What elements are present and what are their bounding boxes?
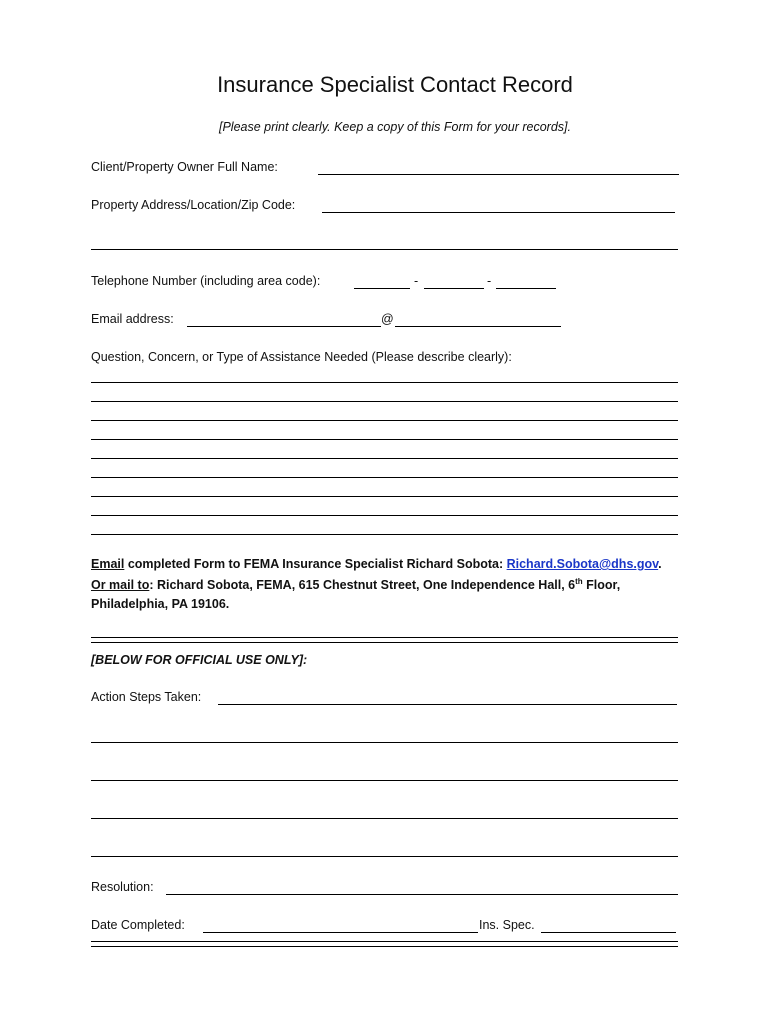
phone-dash-2: -: [487, 274, 492, 288]
action-steps-line[interactable]: [91, 856, 678, 857]
phone-line-field[interactable]: [496, 288, 556, 289]
owner-name-label: Client/Property Owner Full Name:: [91, 160, 278, 174]
floor-superscript: th: [575, 577, 583, 586]
resolution-label: Resolution:: [91, 880, 154, 894]
mail-word: Or mail to: [91, 578, 150, 593]
resolution-field[interactable]: [166, 894, 678, 895]
question-line[interactable]: [91, 515, 678, 516]
form-title: Insurance Specialist Contact Record: [217, 72, 573, 97]
mail-instructions: [91, 577, 620, 592]
question-line[interactable]: [91, 477, 678, 478]
question-line[interactable]: [91, 458, 678, 459]
mail-city: Philadelphia, PA 19106.: [91, 597, 230, 611]
question-line[interactable]: [91, 401, 678, 402]
question-line[interactable]: [91, 534, 678, 535]
date-completed-field[interactable]: [203, 932, 478, 933]
email-instructions-text: completed Form to FEMA Insurance Specialist Richard Sobota:: [124, 557, 507, 571]
email-label: Email address:: [91, 312, 174, 326]
email-domain-field[interactable]: [395, 326, 561, 327]
ins-spec-label: Ins. Spec.: [479, 918, 535, 932]
action-steps-line[interactable]: [91, 780, 678, 781]
mail-floor: Floor,: [582, 578, 621, 593]
email-instructions-end: .: [658, 557, 662, 571]
question-label: Question, Concern, or Type of Assistance Needed (Please describe clearly):: [91, 350, 512, 364]
question-line[interactable]: [91, 382, 678, 383]
date-completed-label: Date Completed:: [91, 918, 185, 932]
form-subtitle: [Please print clearly. Keep a copy of this Form for your records].: [219, 120, 571, 134]
ins-spec-field[interactable]: [541, 932, 676, 933]
phone-prefix-field[interactable]: [424, 288, 484, 289]
action-steps-line[interactable]: [91, 742, 678, 743]
question-line[interactable]: [91, 496, 678, 497]
phone-area-code-field[interactable]: [354, 288, 410, 289]
address-label: Property Address/Location/Zip Code:: [91, 198, 296, 212]
section-divider: [91, 637, 678, 643]
official-use-heading: [BELOW FOR OFFICIAL USE ONLY]:: [91, 653, 308, 667]
question-line[interactable]: [91, 439, 678, 440]
telephone-label: Telephone Number (including area code):: [91, 274, 321, 288]
address-field-line-2[interactable]: [91, 249, 678, 250]
action-steps-line[interactable]: [91, 818, 678, 819]
email-word: Email: [91, 557, 125, 571]
address-field[interactable]: [322, 212, 675, 213]
email-link[interactable]: Richard.Sobota@dhs.gov: [506, 557, 659, 571]
bottom-divider: [91, 941, 678, 947]
email-user-field[interactable]: [187, 326, 381, 327]
question-line[interactable]: [91, 420, 678, 421]
owner-name-field[interactable]: [318, 174, 679, 175]
phone-dash-1: -: [414, 274, 419, 288]
email-at-sign: @: [381, 312, 394, 326]
action-steps-label: Action Steps Taken:: [91, 690, 202, 704]
action-steps-field[interactable]: [218, 704, 677, 705]
mail-instructions-text: : Richard Sobota, FEMA, 615 Chestnut Street, One Independence Hall, 6: [149, 578, 576, 593]
email-instructions: [91, 557, 662, 571]
